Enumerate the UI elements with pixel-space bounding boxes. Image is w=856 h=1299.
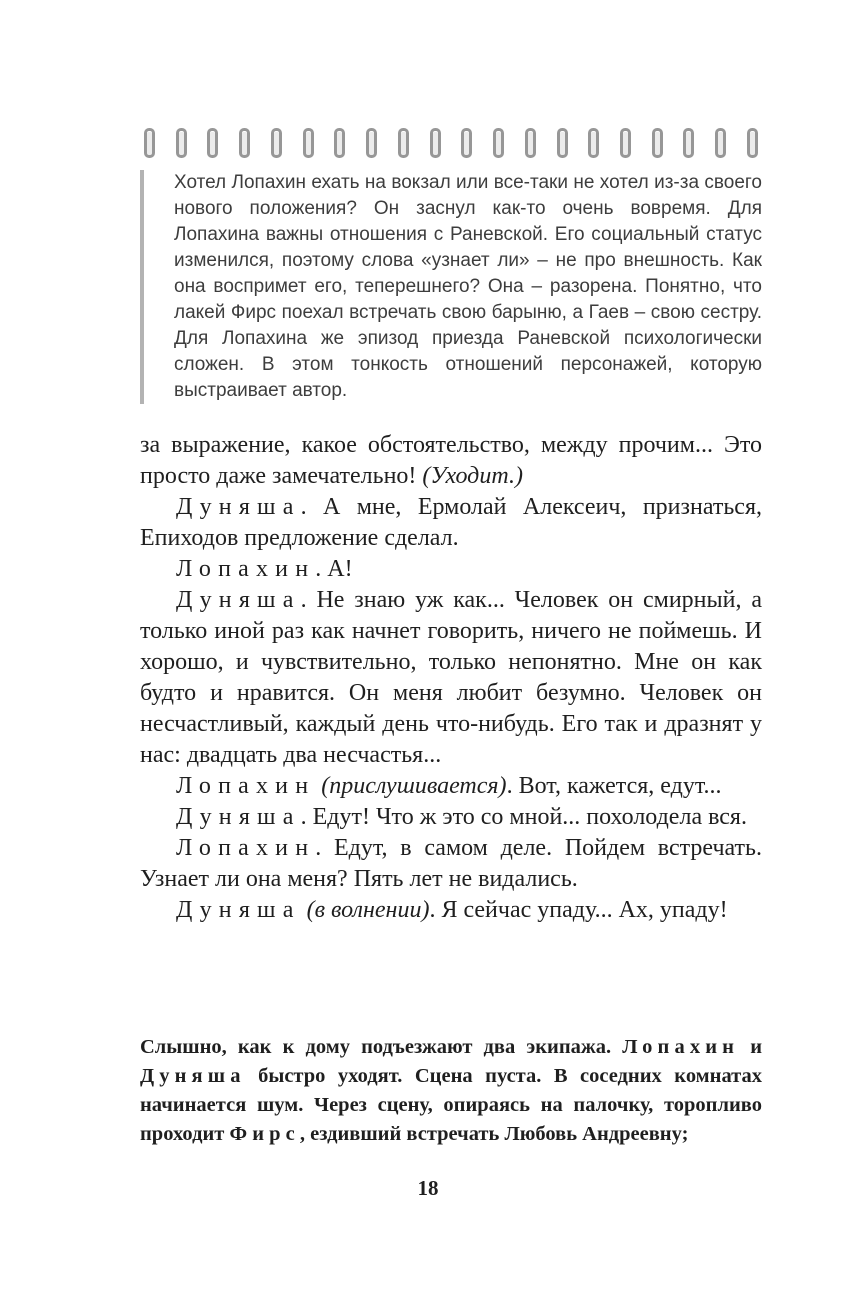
- dialogue-dunyasha-1: [140, 492, 762, 554]
- character-name: Лопахин: [176, 556, 316, 582]
- dialogue-text: за выражение, какое обстоятельство, между прочим... Это просто даже замечательно!: [140, 432, 762, 489]
- binder-ring-icon: [303, 128, 314, 158]
- dialogue-text: . Я сейчас упаду... Ах, упаду!: [429, 897, 728, 923]
- binder-ring-icon: [747, 128, 758, 158]
- stage-text: быстро уходят. Сцена пуста. В соседних комнатах начинается шум. Через сцену, опираясь на палочку, торопливо проходит: [140, 1065, 762, 1145]
- stage-cue: (прислушивается): [315, 773, 507, 799]
- binder-ring-icon: [334, 128, 345, 158]
- stage-text: и: [739, 1036, 763, 1058]
- dialogue-text: . Не знаю уж как... Человек он смирный, а только иной раз как начнет говорить, ничего не поймешь. И хорошо, и чувствительно, только непонятно. Мне он как будто и нравится. Он меня любит безумно. Человек он несчастливый, каждый день что-нибудь. Его так и дразнят у нас: двадцать два несчастья...: [140, 587, 762, 768]
- dialogue-lopakhin-2: [140, 771, 762, 802]
- character-name: Дуняша: [140, 1065, 246, 1087]
- dialogue-text: . А!: [315, 556, 353, 582]
- character-name: Дуняша: [176, 494, 301, 520]
- note-body: [140, 170, 762, 404]
- stage-cue: (Уходит.): [422, 463, 523, 489]
- note-accent-bar: [140, 170, 144, 404]
- stage-text: , ездивший встречать Любовь Андреевну;: [299, 1123, 689, 1145]
- binder-ring-icon: [715, 128, 726, 158]
- dialogue-dunyasha-2: [140, 585, 762, 771]
- binder-ring-icon: [525, 128, 536, 158]
- stage-cue: (в волнении): [300, 897, 430, 923]
- character-name: Дуняша: [176, 804, 301, 830]
- binder-ring-icon: [461, 128, 472, 158]
- stage-text: Слышно, как к дому подъезжают два экипажа.: [140, 1036, 623, 1058]
- dialogue-dunyasha-3: [140, 802, 762, 833]
- dialogue-lopakhin-3: [140, 833, 762, 895]
- dialogue-text: . А мне, Ермолай Алексеич, признаться, Епиходов предложение сделал.: [140, 494, 762, 551]
- binder-ring-icon: [176, 128, 187, 158]
- binder-ring-icon: [398, 128, 409, 158]
- play-text: [140, 430, 762, 926]
- page-number: 18: [417, 1176, 439, 1200]
- dialogue-lopakhin-1: [140, 554, 762, 585]
- binder-ring-icon: [557, 128, 568, 158]
- margin-note: [140, 128, 762, 404]
- stage-direction: [140, 1033, 762, 1149]
- paragraph-continuation: [140, 430, 762, 492]
- binder-ring-icon: [683, 128, 694, 158]
- dialogue-text: . Едут, в самом деле. Пойдем встречать. Узнает ли она меня? Пять лет не видались.: [140, 835, 762, 892]
- binder-ring-icon: [430, 128, 441, 158]
- character-name: Фирс: [229, 1123, 300, 1145]
- binder-ring-icon: [366, 128, 377, 158]
- character-name: Дуняша: [176, 897, 301, 923]
- character-name: Дуняша: [176, 587, 301, 613]
- binder-ring-icon: [588, 128, 599, 158]
- binder-rings: [140, 128, 762, 160]
- binder-ring-icon: [239, 128, 250, 158]
- binder-ring-icon: [620, 128, 631, 158]
- binder-ring-icon: [652, 128, 663, 158]
- dialogue-text: . Вот, кажется, едут...: [506, 773, 722, 799]
- dialogue-text: . Едут! Что ж это со мной... похолодела вся.: [300, 804, 747, 830]
- character-name: Лопахин: [622, 1036, 740, 1058]
- binder-ring-icon: [144, 128, 155, 158]
- binder-ring-icon: [271, 128, 282, 158]
- binder-ring-icon: [207, 128, 218, 158]
- dialogue-dunyasha-4: [140, 895, 762, 926]
- character-name: Лопахин: [176, 835, 316, 861]
- note-text: Хотел Лопахин ехать на вокзал или все-таки не хотел из-за своего нового положения? Он заснул как-то очень вовремя. Для Лопахина важны отношения с Раневской. Его социальный статус изменился, поэтому слова «узнает ли» – не про внешность. Как она воспримет его, теперешнего? Она – разорена. Понятно, что лакей Фирс поехал встречать свою барыню, а Гаев – свою сестру. Для Лопахина же эпизод приезда Раневской психологически сложен. В этом тонкость отношений персонажей, которую выстраивает автор.: [174, 172, 762, 401]
- binder-ring-icon: [493, 128, 504, 158]
- character-name: Лопахин: [176, 773, 316, 799]
